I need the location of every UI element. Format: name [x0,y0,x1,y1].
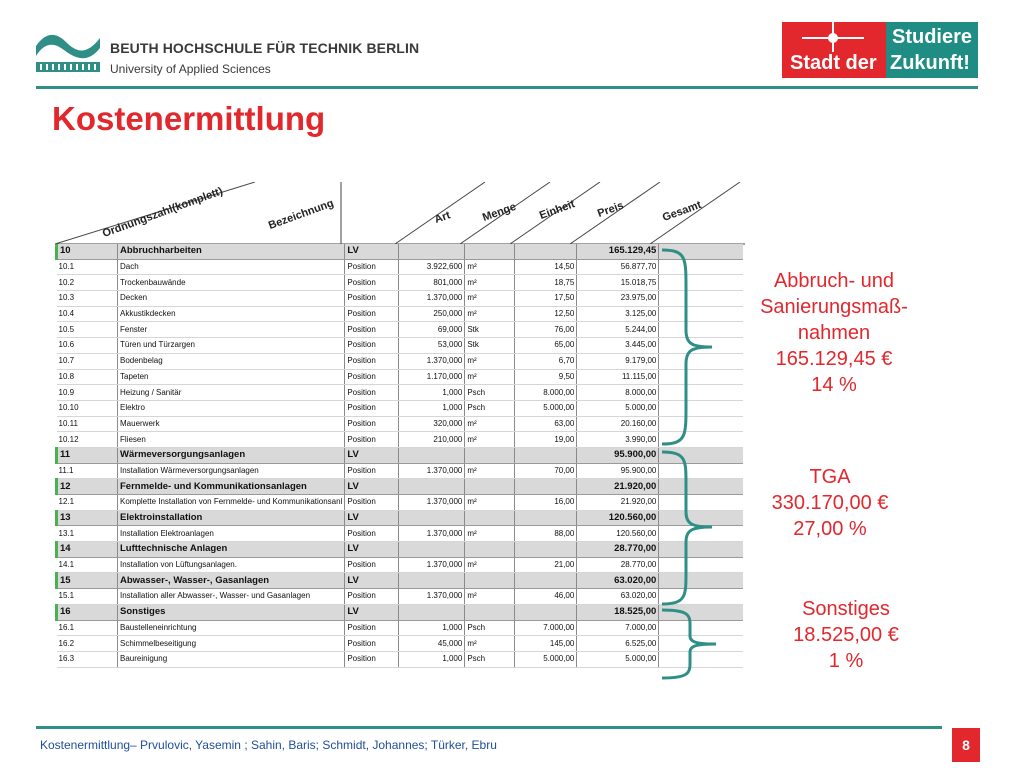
cell-menge: 1,000 [399,400,465,416]
cell-menge: 69,000 [399,322,465,338]
cell-einheit: Psch [465,620,515,636]
cell-menge: 1,000 [399,651,465,667]
cell-preis: 6,70 [515,353,577,369]
cell-menge [399,573,465,589]
table-row [57,651,744,667]
table-row [57,620,744,636]
cell-bez: Wärmeversorgungsanlagen [118,447,345,463]
cell-art: LV [345,573,399,589]
cell-einheit: m² [465,291,515,307]
cell-menge: 3.922,600 [399,259,465,275]
cell-einheit: m² [465,259,515,275]
table-group-row [57,479,744,495]
cell-oz: 14 [57,542,118,558]
cell-preis: 8.000,00 [515,385,577,401]
note-abbruch-line5: 14 % [811,374,857,396]
table-row [57,526,744,542]
cell-gesamt: 56.877,70 [577,259,659,275]
table-row [57,306,744,322]
cell-art: LV [345,510,399,526]
cell-bez: Fenster [118,322,345,338]
cell-art: Position [345,463,399,479]
cell-preis: 17,50 [515,291,577,307]
page-title: Kostenermittlung [52,100,326,137]
cell-preis: 88,00 [515,526,577,542]
cell-gesamt: 28.770,00 [577,557,659,573]
cell-menge: 1,000 [399,620,465,636]
cell-oz: 10.9 [57,385,118,401]
cell-menge [399,510,465,526]
cell-einheit: Psch [465,385,515,401]
cell-bez: Akkustikdecken [118,306,345,322]
cell-oz: 10.5 [57,322,118,338]
cell-preis: 46,00 [515,589,577,605]
cell-bez: Mauerwerk [118,416,345,432]
cell-preis [515,573,577,589]
cell-bez: Baureinigung [118,651,345,667]
note-abbruch-line4: 165.129,45 € [775,348,893,370]
badge-left-text: Stadt der [790,52,877,74]
cell-einheit: m² [465,306,515,322]
cell-oz: 10.11 [57,416,118,432]
table-row [57,291,744,307]
note-sonstiges-line2: 18.525,00 € [793,624,899,646]
cell-preis: 5.000,00 [515,651,577,667]
cell-gesamt: 23.975,00 [577,291,659,307]
studiere-badge [782,22,978,78]
cell-einheit [465,604,515,620]
cell-menge [399,542,465,558]
table-row [57,338,744,354]
cell-einheit [465,510,515,526]
cell-art: LV [345,542,399,558]
table-row [57,432,744,448]
cell-einheit: m² [465,353,515,369]
cell-gesamt: 3.125,00 [577,306,659,322]
cell-menge: 1.370,000 [399,526,465,542]
cell-einheit: m² [465,416,515,432]
cell-bez: Schimmelbeseitigung [118,636,345,652]
cell-oz: 10.6 [57,338,118,354]
cell-oz: 16 [57,604,118,620]
cell-oz: 12 [57,479,118,495]
cell-oz: 10.12 [57,432,118,448]
cell-art: Position [345,400,399,416]
cell-gesamt: 5.000,00 [577,651,659,667]
cell-einheit: m² [465,636,515,652]
col-head-art: Art [432,209,452,226]
table-row [57,353,744,369]
cell-bez: Installation aller Abwasser-, Wasser- und Gasanlagen [118,589,345,605]
cell-einheit: m² [465,526,515,542]
cell-oz: 10 [57,244,118,259]
table-group-row [57,510,744,526]
cell-gesamt: 20.160,00 [577,416,659,432]
cell-bez: Installation Wärmeversorgungsanlagen [118,463,345,479]
cell-art: Position [345,369,399,385]
cell-menge: 1,000 [399,385,465,401]
cell-einheit: Stk [465,338,515,354]
cell-preis [515,604,577,620]
table-row [57,385,744,401]
header-divider [36,86,978,89]
cell-einheit: m² [465,275,515,291]
table-row [57,400,744,416]
cell-preis [515,542,577,558]
table-row [57,259,744,275]
cell-preis: 70,00 [515,463,577,479]
brace-sonstiges [660,608,720,680]
cell-oz: 10.3 [57,291,118,307]
cell-oz: 15 [57,573,118,589]
cell-art: Position [345,589,399,605]
col-head-menge: Menge [480,200,518,224]
cell-gesamt: 63.020,00 [577,573,659,589]
cell-menge: 1.370,000 [399,557,465,573]
cell-einheit [465,479,515,495]
cell-bez: Decken [118,291,345,307]
table-row [57,636,744,652]
cell-bez: Tapeten [118,369,345,385]
cell-einheit: Psch [465,400,515,416]
table-group-row [57,542,744,558]
cell-preis: 18,75 [515,275,577,291]
cell-menge: 1.370,000 [399,291,465,307]
cell-art: Position [345,338,399,354]
badge-right-text1: Studiere [892,26,973,48]
cell-oz: 16.3 [57,651,118,667]
cell-menge [399,604,465,620]
cell-bez: Installation Elektroanlagen [118,526,345,542]
beuth-logo-icon [34,26,102,78]
cell-gesamt: 165.129,45 [577,244,659,259]
col-head-preis: Preis [595,199,626,220]
cell-preis: 12,50 [515,306,577,322]
brace-abbruch [660,248,716,446]
cell-bez: Komplette Installation von Fernmelde- und Kommunikationsanl [118,495,345,511]
cell-menge: 1.370,000 [399,463,465,479]
cell-preis: 145,00 [515,636,577,652]
logo-line1: BEUTH HOCHSCHULE FÜR TECHNIK BERLIN [110,40,420,56]
table-row [57,416,744,432]
cell-bez: Elektroinstallation [118,510,345,526]
cell-oz: 16.2 [57,636,118,652]
cell-bez: Abwasser-, Wasser-, Gasanlagen [118,573,345,589]
cell-oz: 12.1 [57,495,118,511]
cell-menge [399,244,465,259]
cell-oz: 10.10 [57,400,118,416]
cell-preis: 5.000,00 [515,400,577,416]
cell-menge [399,447,465,463]
cell-art: Position [345,385,399,401]
cell-preis: 63,00 [515,416,577,432]
cell-oz: 16.1 [57,620,118,636]
cell-art: LV [345,447,399,463]
university-logo [34,26,420,82]
cell-menge: 1.370,000 [399,495,465,511]
table-row [57,557,744,573]
cell-einheit: Stk [465,322,515,338]
cell-menge: 45,000 [399,636,465,652]
cell-menge [399,479,465,495]
cell-oz: 14.1 [57,557,118,573]
table-group-row [57,447,744,463]
cell-gesamt: 21.920,00 [577,495,659,511]
cell-art: Position [345,291,399,307]
table-row [57,275,744,291]
table-row [57,369,744,385]
note-tga [728,464,932,542]
cell-art: LV [345,604,399,620]
tv-tower-icon [782,22,886,52]
table-group-row [57,573,744,589]
cell-gesamt: 15.018,75 [577,275,659,291]
cell-gesamt: 11.115,00 [577,369,659,385]
cell-einheit: m² [465,369,515,385]
table-group-row [57,244,744,259]
cell-einheit [465,542,515,558]
note-abbruch [728,268,940,398]
cell-menge: 210,000 [399,432,465,448]
cell-bez: Elektro [118,400,345,416]
col-head-bezeichnung: Bezeichnung [266,197,336,232]
col-head-einheit: Einheit [537,198,577,222]
cell-gesamt: 120.560,00 [577,510,659,526]
cell-gesamt: 21.920,00 [577,479,659,495]
table-row [57,463,744,479]
cell-gesamt: 18.525,00 [577,604,659,620]
cell-oz: 10.7 [57,353,118,369]
cell-art: Position [345,651,399,667]
cell-preis: 21,00 [515,557,577,573]
cell-preis [515,479,577,495]
cell-preis [515,510,577,526]
cell-oz: 10.8 [57,369,118,385]
table-group-row [57,604,744,620]
cell-einheit: m² [465,432,515,448]
note-abbruch-line1: Abbruch- und [773,270,895,292]
cell-menge: 320,000 [399,416,465,432]
cell-oz: 13 [57,510,118,526]
cell-oz: 10.2 [57,275,118,291]
cell-bez: Lufttechnische Anlagen [118,542,345,558]
cell-gesamt: 5.244,00 [577,322,659,338]
cell-einheit: m² [465,463,515,479]
cell-einheit [465,447,515,463]
table-row [57,589,744,605]
cell-menge: 250,000 [399,306,465,322]
cell-oz: 10.4 [57,306,118,322]
cell-einheit [465,573,515,589]
note-tga-line2: 330.170,00 € [771,492,889,514]
cell-preis [515,447,577,463]
cell-gesamt: 9.179,00 [577,353,659,369]
cell-preis: 9,50 [515,369,577,385]
cell-gesamt: 95.900,00 [577,447,659,463]
cell-bez: Sonstiges [118,604,345,620]
cell-einheit: Psch [465,651,515,667]
cell-menge: 1.370,000 [399,589,465,605]
cell-bez: Abbruchharbeiten [118,244,345,259]
badge-right [886,22,978,78]
note-tga-line1: TGA [809,466,851,488]
cell-art: Position [345,432,399,448]
note-sonstiges [744,596,948,674]
cell-gesamt: 5.000,00 [577,400,659,416]
cell-art: Position [345,353,399,369]
cell-einheit: m² [465,589,515,605]
cell-bez: Baustelleneinrichtung [118,620,345,636]
cell-preis: 19,00 [515,432,577,448]
cell-art: Position [345,275,399,291]
note-abbruch-line3: nahmen [797,322,871,344]
cell-art: Position [345,259,399,275]
cell-menge: 801,000 [399,275,465,291]
cell-art: Position [345,322,399,338]
cell-gesamt: 3.990,00 [577,432,659,448]
note-tga-line3: 27,00 % [793,518,867,540]
cell-oz: 11.1 [57,463,118,479]
col-head-gesamt: Gesamt [660,198,703,224]
footer-text: Kostenermittlung– Prvulovic, Yasemin ; Sahin, Baris; Schmidt, Johannes; Türker, Ebru [40,738,497,752]
page-number: 8 [952,728,980,762]
cell-gesamt: 120.560,00 [577,526,659,542]
cell-gesamt: 3.445,00 [577,338,659,354]
brace-tga [660,450,716,606]
cell-einheit [465,244,515,259]
cell-oz: 13.1 [57,526,118,542]
cell-bez: Bodenbelag [118,353,345,369]
cost-table [55,244,743,668]
cell-preis: 76,00 [515,322,577,338]
badge-right-text2: Zukunft! [890,52,970,74]
cell-art: Position [345,495,399,511]
col-head-ordnungszahl: Ordnungszahl(komplett) [100,185,225,240]
cost-table-area [55,182,745,682]
table-row [57,322,744,338]
cell-gesamt: 8.000,00 [577,385,659,401]
cell-bez: Dach [118,259,345,275]
cell-art: Position [345,526,399,542]
cell-art: Position [345,306,399,322]
cell-gesamt: 28.770,00 [577,542,659,558]
cell-gesamt: 6.525,00 [577,636,659,652]
cell-preis: 14,50 [515,259,577,275]
logo-line2: University of Applied Sciences [110,62,271,76]
cell-preis: 65,00 [515,338,577,354]
cell-bez: Fliesen [118,432,345,448]
note-sonstiges-line1: Sonstiges [802,598,890,620]
cell-art: Position [345,416,399,432]
cell-oz: 15.1 [57,589,118,605]
cell-bez: Trockenbauwände [118,275,345,291]
cell-menge: 1.170,000 [399,369,465,385]
cell-preis: 7.000,00 [515,620,577,636]
footer-divider [36,726,942,729]
cell-oz: 10.1 [57,259,118,275]
badge-left [782,22,886,78]
cell-gesamt: 63.020,00 [577,589,659,605]
cell-bez: Heizung / Sanitär [118,385,345,401]
note-abbruch-line2: Sanierungsmaß- [760,296,908,318]
cell-menge: 53,000 [399,338,465,354]
cell-einheit: m² [465,495,515,511]
cell-art: LV [345,479,399,495]
cell-art: Position [345,557,399,573]
cell-preis [515,244,577,259]
cell-preis: 16,00 [515,495,577,511]
cell-einheit: m² [465,557,515,573]
cell-menge: 1.370,000 [399,353,465,369]
cell-art: LV [345,244,399,259]
cell-art: Position [345,636,399,652]
cell-oz: 11 [57,447,118,463]
cell-gesamt: 95.900,00 [577,463,659,479]
cell-gesamt: 7.000,00 [577,620,659,636]
cell-bez: Installation von Lüftungsanlagen. [118,557,345,573]
cell-art: Position [345,620,399,636]
table-row [57,495,744,511]
cell-bez: Türen und Türzargen [118,338,345,354]
note-sonstiges-line3: 1 % [828,650,864,672]
cell-bez: Fernmelde- und Kommunikationsanlagen [118,479,345,495]
